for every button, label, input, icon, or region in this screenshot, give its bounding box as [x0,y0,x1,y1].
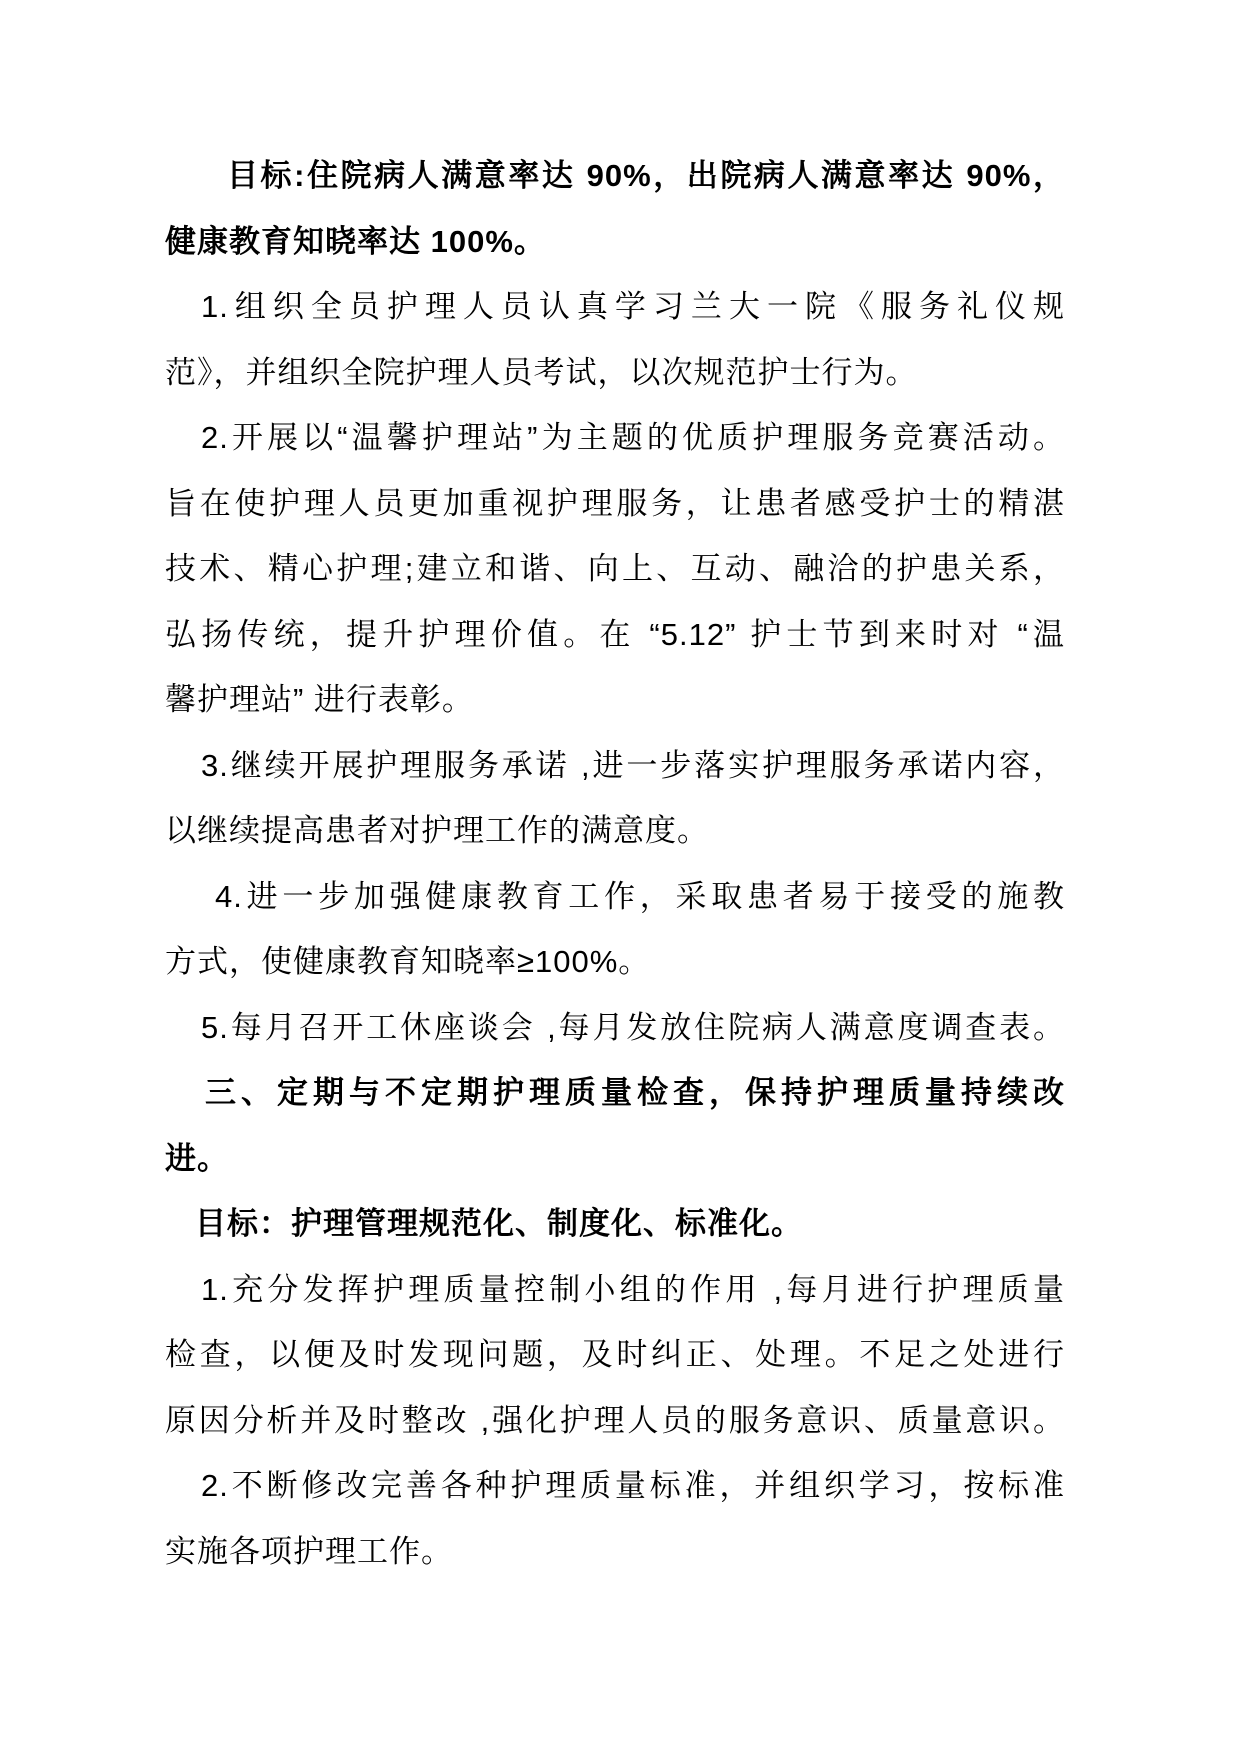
numbered-item-5-paragraph [165,995,1065,1061]
text-line: 以继续提高患者对护理工作的满意度。 [165,813,709,848]
text-line: 弘扬传统，提升护理价值。在 “5.12” 护士节到来时对 “温 [165,616,1065,652]
text-line: 2.不断修改完善各种护理质量标准，并组织学习，按标准 [201,1468,1065,1503]
numbered-item-3-paragraph [165,733,1065,864]
goal-statement-paragraph [165,143,1065,274]
text-line: 方式，使健康教育知晓率≥100%。 [165,944,651,979]
text-line: 2.开展以“温馨护理站”为主题的优质护理服务竞赛活动。 [201,420,1065,455]
text-line: 检查，以便及时发现问题，及时纠正、处理。不足之处进行 [165,1337,1065,1372]
text-line: 5.每月召开工休座谈会 ,每月发放住院病人满意度调查表。 [201,1009,1065,1045]
document-body [165,143,1065,1584]
text-line: 4.进一步加强健康教育工作，采取患者易于接受的施教 [215,878,1065,914]
text-line: 1.组织全员护理人员认真学习兰大一院《服务礼仪规 [201,289,1065,324]
text-line: 技术、精心护理;建立和谐、向上、互动、融洽的护患关系， [165,551,1065,586]
text-line: 原因分析并及时整改 ,强化护理人员的服务意识、质量意识。 [165,1402,1065,1438]
text-line: 目标：护理管理规范化、制度化、标准化。 [195,1206,803,1241]
text-line: 旨在使护理人员更加重视护理服务，让患者感受护士的精湛 [165,485,1065,521]
text-line: 实施各项护理工作。 [165,1533,453,1569]
section-heading-paragraph [165,1060,1065,1191]
numbered-item-4-paragraph [165,864,1065,995]
text-line: 3.继续开展护理服务承诺 ,进一步落实护理服务承诺内容， [201,747,1065,783]
goal-statement-2-paragraph [165,1191,1065,1257]
text-line: 范》，并组织全院护理人员考试，以次规范护士行为。 [165,354,918,390]
numbered-item-7-paragraph [165,1453,1065,1584]
text-line: 健康教育知晓率达 100%。 [165,223,546,259]
numbered-item-6-paragraph [165,1257,1065,1454]
text-line: 进。 [165,1140,229,1176]
text-line: 1.充分发挥护理质量控制小组的作用 ,每月进行护理质量 [201,1271,1065,1307]
numbered-item-1-paragraph [165,274,1065,405]
text-line: 目标:住院病人满意率达 90%，出院病人满意率达 90%， [227,158,1065,193]
text-line: 馨护理站” 进行表彰。 [165,682,474,717]
text-line: 三、定期与不定期护理质量检查，保持护理质量持续改 [205,1075,1065,1110]
numbered-item-2-paragraph [165,405,1065,733]
